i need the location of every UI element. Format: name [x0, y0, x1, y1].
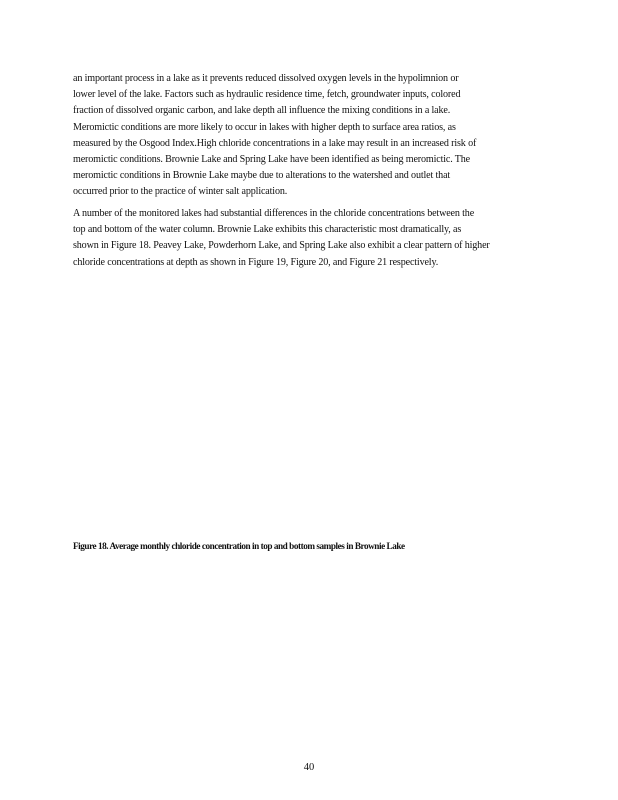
paragraph-line: meromictic conditions. Brownie Lake and Spring Lake have been identified as being meromictic. The — [73, 154, 471, 166]
page-number: 40 — [303, 762, 315, 773]
paragraph-line: top and bottom of the water column. Brownie Lake exhibits this characteristic most dramatically, as — [73, 224, 462, 236]
paragraph-line: an important process in a lake as it prevents reduced dissolved oxygen levels in the hypolimnion or — [73, 73, 459, 84]
paragraph-line: lower level of the lake. Factors such as hydraulic residence time, fetch, groundwater inputs, colored — [73, 89, 461, 101]
paragraph-line: fraction of dissolved organic carbon, and lake depth all influence the mixing conditions in a lake. — [73, 105, 451, 117]
paragraph-line: measured by the Osgood Index.High chloride concentrations in a lake may result in an increased risk of — [73, 137, 477, 149]
figure-caption: Figure 18. Average monthly chloride concentration in top and bottom samples in Brownie Lake — [73, 541, 405, 551]
paragraph-line: chloride concentrations at depth as shown in Figure 19, Figure 20, and Figure 21 respectively. — [73, 256, 439, 268]
paragraph-mixing-conditions — [73, 71, 549, 201]
paragraph-line: occurred prior to the practice of winter salt application. — [73, 186, 288, 198]
paragraph-line: shown in Figure 18. Peavey Lake, Powderhorn Lake, and Spring Lake also exhibit a clear pattern of higher — [73, 240, 490, 252]
paragraph-chloride-differences — [73, 206, 549, 271]
paragraph-line: meromictic conditions in Brownie Lake maybe due to alterations to the watershed and outlet that — [73, 170, 451, 182]
paragraph-line: A number of the monitored lakes had substantial differences in the chloride concentrations between the — [73, 208, 475, 219]
paragraph-line: Meromictic conditions are more likely to occur in lakes with higher depth to surface area ratios, as — [73, 121, 456, 133]
